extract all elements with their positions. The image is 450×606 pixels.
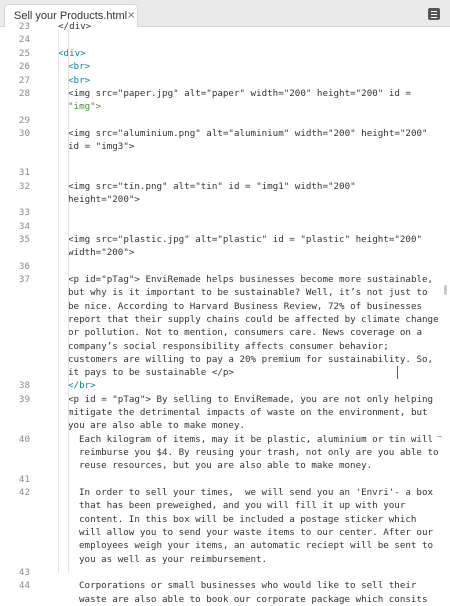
text-cursor (397, 366, 398, 379)
line-number: 41 (18, 474, 30, 485)
line-number: 32 (18, 181, 30, 192)
code-line: <p id = "pTag"> By selling to EnviRemade, you are not only helping (68, 394, 434, 405)
code-line: Each kilogram of items, may it be plastic, aluminium or tin will (79, 434, 434, 445)
line-number: 44 (18, 580, 30, 591)
line-number: 37 (18, 274, 30, 285)
line-number: 38 (18, 380, 30, 391)
line-number: 33 (18, 207, 30, 218)
code-line: Corporations or small businesses who would like to sell their (79, 580, 417, 591)
code-line: you are also able to make money. (68, 420, 246, 431)
code-line: id = "img3"> (68, 141, 135, 152)
line-number: 28 (18, 88, 30, 99)
code-line: reimburse you $4. By reusing your trash, not only are you able to (79, 447, 439, 458)
line-number: 26 (18, 61, 30, 72)
code-line: <br> (68, 61, 91, 72)
code-line: </div> (58, 21, 92, 32)
code-line: <img src="paper.jpg" alt="paper" width="200" height="200" id = (68, 88, 411, 99)
code-line: mitigate the detrimental impacts of waste on the environment, but (68, 407, 428, 418)
line-number: 35 (18, 234, 30, 245)
scroll-marker (437, 436, 442, 437)
code-line: report that their supply chains could be affected by climate change (68, 314, 439, 325)
code-line: "img"> (68, 101, 102, 112)
code-line: <div> (58, 48, 86, 59)
code-line: reuse resources, but you are also able to make money. (79, 460, 373, 471)
line-number: 25 (18, 48, 30, 59)
line-number: 31 (18, 167, 30, 178)
line-number: 40 (18, 434, 30, 445)
code-line: customers are willing to pay a 20% premium for sustainability. So, (68, 354, 434, 365)
line-number: 29 (18, 115, 30, 126)
code-line: <img src="aluminium.png" alt="aluminium" width="200" height="200" (68, 128, 428, 139)
line-number: 30 (18, 128, 30, 139)
code-line: <p id="pTag"> EnviRemade helps businesses become more sustainable, (68, 274, 434, 285)
menu-icon[interactable] (428, 8, 440, 20)
code-line: waste are also able to book our corporate package which consits (79, 594, 428, 605)
line-number: 34 (18, 221, 30, 232)
code-line: will allow you to send your waste items to our center. After our (79, 527, 434, 538)
line-number: 43 (18, 567, 30, 578)
code-line: employees weigh your items, an automatic reciept will be sent to (79, 540, 434, 551)
code-line: <br> (68, 75, 91, 86)
code-line: In order to sell your times, we will send you an 'Envri'- a box (79, 487, 434, 498)
code-line: <img src="tin.png" alt="tin" id = "img1" width="200" (68, 181, 356, 192)
scroll-thumb[interactable] (444, 285, 447, 295)
line-number: 39 (18, 394, 30, 405)
indent-guide (58, 29, 59, 573)
line-number: 24 (18, 34, 30, 45)
line-number: 42 (18, 487, 30, 498)
code-line: height="200"> (68, 194, 140, 205)
code-line: that has been preweighed, and you will fill it up with your (79, 500, 406, 511)
code-line: it pays to be sustainable </p> (68, 367, 234, 378)
code-line: </br> (68, 380, 96, 391)
code-line: width="200"> (68, 247, 135, 258)
code-line: company’s social responsibility affects consumer behavior; (68, 341, 389, 352)
code-line: content. In this box will be included a postage sticker which (79, 514, 417, 525)
line-number: 27 (18, 75, 30, 86)
indent-guide (68, 29, 69, 573)
line-number: 36 (18, 261, 30, 272)
line-number: 23 (18, 21, 30, 32)
code-line: you as well as your reimbursement. (79, 554, 268, 565)
code-line: or pollution. Not to mention, consumers care. News coverage on a (68, 327, 423, 338)
code-line: be nice. According to Harvard Business Review, 72% of businesses (68, 301, 423, 312)
close-tab-icon[interactable]: × (127, 10, 136, 21)
code-line: but why is it important to be sustainable? Well, it’s not just to (68, 287, 428, 298)
vertical-scrollbar[interactable] (442, 27, 450, 573)
file-tab-title: Sell your Products.html (14, 10, 128, 22)
code-line: <img src="plastic.jpg" alt="plastic" id = "plastic" height="200" (68, 234, 423, 245)
